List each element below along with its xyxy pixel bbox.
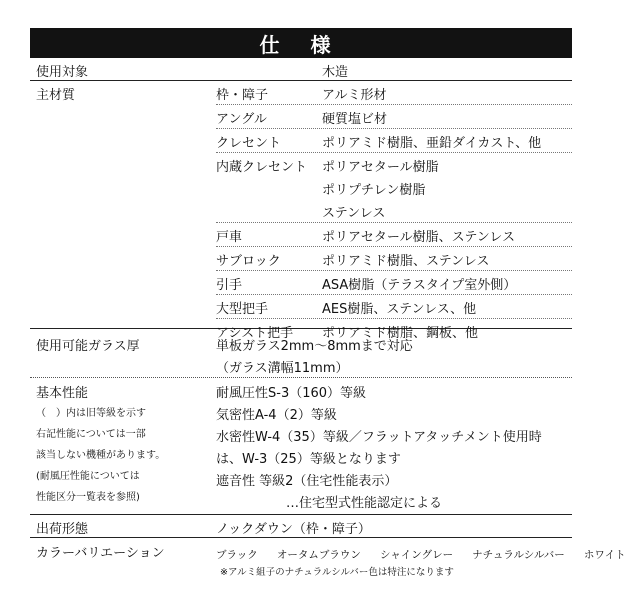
row-target <box>30 58 572 81</box>
performance-note: (耐風圧性能については <box>36 471 140 482</box>
performance-line: …住宅型式性能認定による <box>286 496 443 511</box>
material-part: クレセント <box>216 136 282 151</box>
row-glass <box>30 329 572 378</box>
material-value: ポリアミド樹脂、亜鉛ダイカスト、他 <box>322 136 542 151</box>
target-label: 使用対象 <box>36 65 89 80</box>
colors-label: カラーバリエーション <box>36 546 165 561</box>
performance-label: 基本性能 <box>36 386 89 401</box>
material-part: 引手 <box>216 278 243 293</box>
shipping-value: ノックダウン（枠・障子） <box>216 522 371 537</box>
material-value: ステンレス <box>322 206 386 221</box>
materials-label: 主材質 <box>36 88 76 103</box>
performance-note: （ ）内は旧等級を示す <box>36 408 146 419</box>
spec-sheet <box>30 28 626 582</box>
material-value: ポリアミド樹脂、鋼板、他 <box>322 326 479 341</box>
performance-line: 水密性W-4（35）等級／フラットアタッチメント使用時 <box>216 430 542 445</box>
material-value: AES樹脂、ステンレス、他 <box>322 302 477 317</box>
glass-line-2: （ガラス溝幅11mm） <box>216 361 349 376</box>
material-row <box>216 129 572 153</box>
color-item: オータムブラウン <box>276 549 361 561</box>
performance-note: 右記性能については一部 <box>36 429 146 440</box>
row-performance <box>30 378 572 515</box>
performance-line: 気密性A-4（2）等級 <box>216 408 337 423</box>
material-value: 硬質塩ビ材 <box>322 112 388 127</box>
color-item: ホワイト <box>583 549 626 561</box>
material-row <box>216 271 572 295</box>
color-item: ナチュラルシルバー <box>472 549 565 561</box>
material-row <box>216 295 572 319</box>
spec-title: 仕 様 <box>30 28 572 58</box>
material-value: ASA樹脂（テラスタイプ室外側） <box>322 278 517 293</box>
colors-note: ※アルミ組子のナチュラルシルバー色は特注になります <box>220 567 454 578</box>
material-row <box>216 105 572 129</box>
material-row <box>216 223 572 247</box>
performance-line: 遮音性 等級2（住宅性能表示） <box>216 474 398 489</box>
color-list <box>216 543 626 562</box>
performance-line: は、W-3（25）等級となります <box>216 452 401 467</box>
material-part: アシスト把手 <box>216 326 294 341</box>
materials-list <box>216 81 572 342</box>
material-row <box>216 247 572 271</box>
glass-label: 使用可能ガラス厚 <box>36 339 140 354</box>
material-part: 内蔵クレセント <box>216 160 308 175</box>
material-value: ポリアセタール樹脂 <box>322 160 439 175</box>
row-materials <box>30 81 572 341</box>
performance-note: 性能区分一覧表を参照) <box>36 492 140 503</box>
material-part: 戸車 <box>216 230 243 245</box>
material-value: アルミ形材 <box>322 88 387 103</box>
target-value: 木造 <box>322 65 349 80</box>
material-value: ポリプチレン樹脂 <box>322 183 426 198</box>
color-item: ブラック <box>216 549 258 561</box>
material-part: サブロック <box>216 254 281 269</box>
material-part: アングル <box>216 112 267 127</box>
material-part: 大型把手 <box>216 302 269 317</box>
row-colors <box>30 538 626 582</box>
material-value: ポリアセタール樹脂、ステンレス <box>322 230 515 245</box>
glass-line-1: 単板ガラス2mm〜8mmまで対応 <box>216 339 413 354</box>
material-row <box>216 81 572 105</box>
color-item: シャイングレー <box>379 549 454 561</box>
shipping-label: 出荷形態 <box>36 522 89 537</box>
performance-note: 該当しない機種があります。 <box>36 450 166 461</box>
performance-line: 耐風圧性S-3（160）等級 <box>216 386 367 401</box>
material-row <box>216 153 572 223</box>
row-shipping <box>30 515 572 538</box>
material-value: ポリアミド樹脂、ステンレス <box>322 254 490 269</box>
material-part: 枠・障子 <box>216 88 269 103</box>
